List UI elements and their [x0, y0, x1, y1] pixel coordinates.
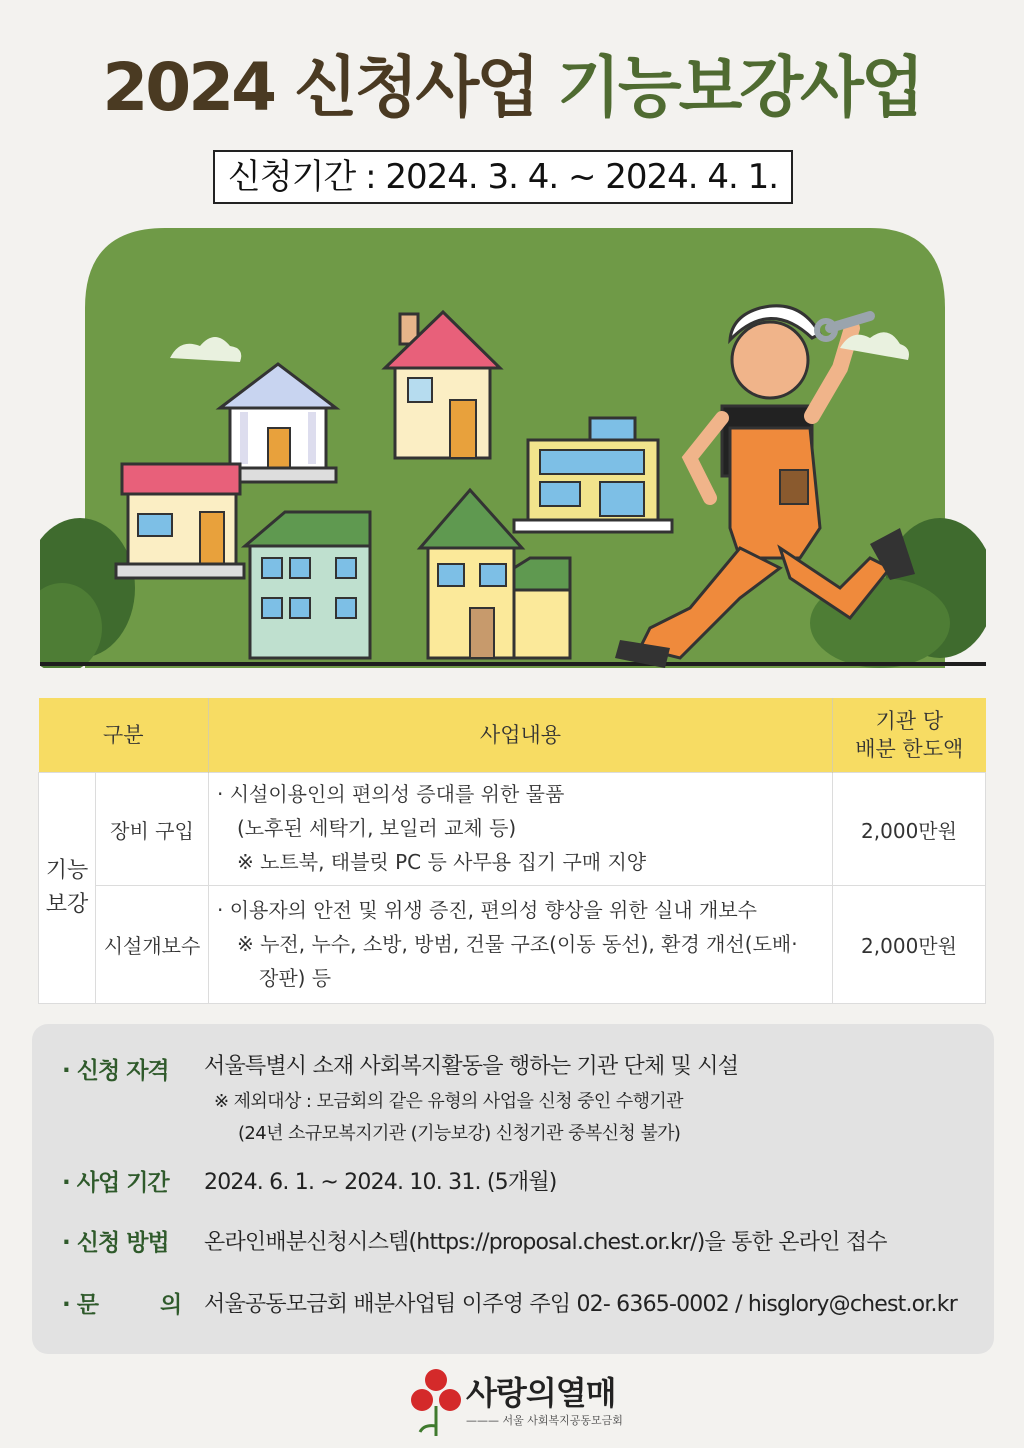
header-category: 구분 — [39, 698, 209, 773]
title-year: 2024 신청사업 — [102, 49, 538, 126]
header-limit — [833, 698, 986, 773]
fruit-logo-icon — [408, 1366, 464, 1438]
program-table — [38, 698, 986, 1004]
content-line: 장판) 등 — [259, 965, 332, 990]
title-program: 기능보강사업 — [557, 49, 922, 126]
subcategory-renovation: 시설개보수 — [96, 886, 209, 1004]
method-value: 온라인배분신청시스템(https://proposal.chest.or.kr/)을 통한 온라인 접수 — [204, 1230, 887, 1255]
page-title — [0, 48, 1024, 128]
eligibility-value: 서울특별시 소재 사회복지활동을 행하는 기관 단체 및 시설 — [204, 1054, 739, 1079]
content-line: · 시설이용인의 편의성 증대를 위한 물품 — [217, 782, 565, 806]
category-line1: 기능 — [45, 858, 89, 883]
contact-label-b: 의 — [160, 1292, 182, 1318]
subcategory-equipment: 장비 구입 — [96, 773, 209, 886]
header-content: 사업내용 — [209, 698, 833, 773]
method-label: · 신청 방법 — [62, 1230, 169, 1256]
shop-icon — [116, 464, 244, 578]
header-limit-line1: 기관 당 — [875, 709, 944, 733]
contact-label — [62, 1288, 212, 1322]
header-limit-line2: 배분 한도액 — [855, 737, 964, 761]
amount-renovation: 2,000만원 — [833, 886, 986, 1004]
logo — [408, 1366, 638, 1438]
eligibility-label: · 신청 자격 — [62, 1058, 169, 1084]
content-line: ※ 누전, 누수, 소방, 방범, 건물 구조(이동 동선), 환경 개선(도배· — [237, 931, 798, 956]
info-panel — [32, 1024, 994, 1354]
period-value: 2024. 6. 1. ~ 2024. 10. 31. (5개월) — [204, 1170, 557, 1195]
content-line: · 이용자의 안전 및 위생 증진, 편의성 향상을 위한 실내 개보수 — [217, 897, 757, 922]
apartment-icon — [245, 512, 370, 658]
content-renovation — [209, 886, 833, 1004]
content-equipment — [209, 773, 833, 886]
logo-subtitle: ——— 서울 사회복지공동모금회 — [466, 1414, 623, 1427]
amount-equipment: 2,000만원 — [833, 773, 986, 886]
category-line2: 보강 — [45, 892, 89, 917]
content-line: (노후된 세탁기, 보일러 교체 등) — [237, 816, 517, 840]
contact-value: 서울공동모금회 배분사업팀 이주영 주임 02- 6365-0002 / hisglory@chest.or.kr — [204, 1292, 957, 1317]
category-cell — [39, 773, 96, 1004]
content-line: ※ 노트북, 태블릿 PC 등 사무용 집기 구매 지양 — [237, 850, 647, 874]
logo-name: 사랑의열매 — [466, 1374, 616, 1412]
exclusion-detail: (24년 소규모복지기관 (기능보강) 신청기관 중복신청 불가) — [238, 1123, 681, 1144]
illustration-houses-worker — [40, 228, 986, 668]
contact-label-a: · 문 — [62, 1292, 98, 1318]
period-label: · 사업 기간 — [62, 1170, 169, 1196]
application-period-box: 신청기간 : 2024. 3. 4. ~ 2024. 4. 1. — [213, 150, 793, 204]
exclusion-note: ※ 제외대상 : 모금회의 같은 유형의 사업을 신청 중인 수행기관 — [214, 1091, 683, 1112]
